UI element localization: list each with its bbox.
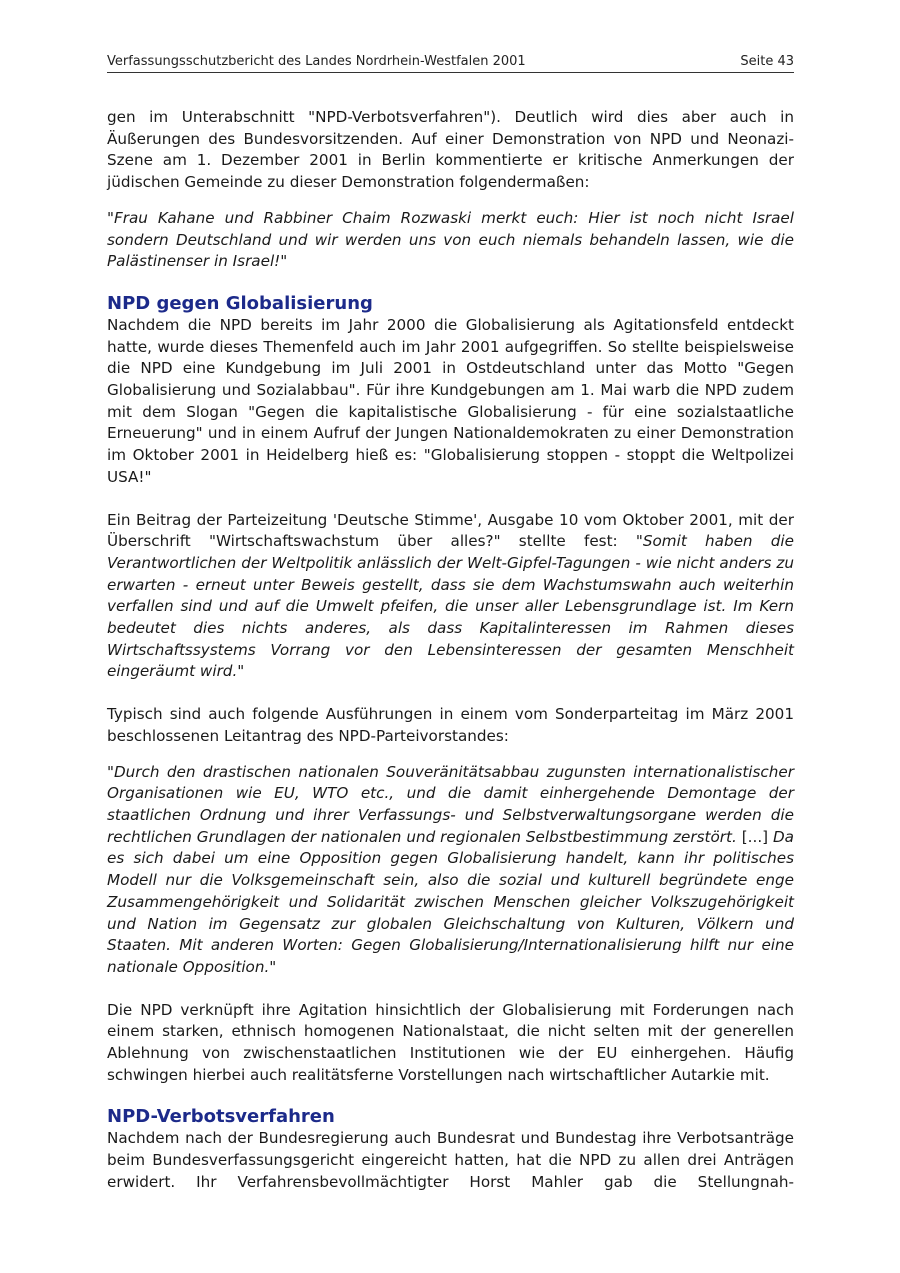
page-body: [107, 107, 794, 1194]
paragraph-nationalstaat: Die NPD verknüpft ihre Agitation hinsichtlich der Globalisierung mit Forderungen nach einem starken, ethnisch homogenen Nationalstaat, die nicht selten mit der generellen Ablehnung von zwischenstaatlichen Institutionen wie der EU einhergehen. Häufig schwingen hierbei auch realitätsferne Vorstellungen nach wirtschaftlicher Autarkie mit.: [107, 1000, 794, 1084]
paragraph-deutsche-stimme: [107, 510, 794, 684]
quote-leitantrag-part2: Da es sich dabei um eine Opposition gegen Globalisierung handelt, kann ihr politisches Modell nur die Volksgemeinschaft sein, also die sozial und kulturell begründete enge Zusammengehörigkeit und Solidarität zwischen Menschen gleicher Volkszugehörigkeit und Nation im Gegensatz zur globalen Gleichschaltung von Kulturen, Völkern und Staaten. Mit anderen Worten: Gegen Globalisierung/Internationalisierung hilft nur eine nationale Opposition.": [107, 827, 794, 976]
paragraph-verbotsverfahren: Nachdem nach der Bundesregierung auch Bundesrat und Bundestag ihre Verbotsanträge beim Bundesverfassungsgericht eingereicht hatten, hat die NPD zu allen drei Anträgen erwidert. Ihr Verfahrensbevollmächtigter Horst Mahler gab die Stellungnah-: [107, 1129, 794, 1191]
header-title: Verfassungsschutzbericht des Landes Nordrhein-Westfalen 2001: [107, 54, 526, 69]
heading-globalisierung: NPD gegen Globalisierung: [107, 292, 373, 314]
paragraph-leitantrag: Typisch sind auch folgende Ausführungen in einem vom Sonderparteitag im März 2001 beschlossenen Leitantrag des NPD-Parteivorstandes:: [107, 705, 794, 745]
page-header: [107, 53, 794, 73]
deutsche-stimme-quote: "Somit haben die Verantwortlichen der Weltpolitik anlässlich der Welt-Gipfel-Tagungen - wie nicht anders zu erwarten - erneut unter Beweis gestellt, dass sie dem Wachstumswahn auch weiterhin verfallen sind und auf die Umwelt pfeifen, die unser aller Lebensgrundlage ist. Im Kern bedeutet dies nichts anderes, als dass Kapitalinteressen im Rahmen dieses Wirtschaftssystems Vorrang vor den Lebensinteressen der gesamten Menschheit eingeräumt wird.": [107, 532, 794, 681]
deutsche-stimme-intro: Ein Beitrag der Parteizeitung 'Deutsche Stimme', Ausgabe 10 vom Oktober 2001, mit der Überschrift "Wirtschaftswachstum über alles?" stellte fest:: [107, 510, 794, 551]
quote-kahane: "Frau Kahane und Rabbiner Chaim Rozwaski merkt euch: Hier ist noch nicht Israel sondern Deutschland und wir werden uns von euch niemals behandeln lassen, wie die Palästinenser in Israel!": [107, 208, 794, 271]
page-number: Seite 43: [740, 54, 794, 69]
quote-leitantrag: [107, 762, 794, 979]
heading-verbotsverfahren: NPD-Verbotsverfahren: [107, 1106, 335, 1128]
paragraph-intro: gen im Unterabschnitt "NPD-Verbotsverfahren"). Deutlich wird dies aber auch in Äußerungen des Bundesvorsitzenden. Auf einer Demonstration von NPD und Neonazi-Szene am 1. Dezember 2001 in Berlin kommentierte er kritische Anmerkungen der jüdischen Gemeinde zu dieser Demonstration folgendermaßen:: [107, 108, 794, 192]
paragraph-globalisierung: Nachdem die NPD bereits im Jahr 2000 die Globalisierung als Agitationsfeld entdeckt hatte, wurde dieses Themenfeld auch im Jahr 2001 aufgegriffen. So stellte beispielsweise die NPD eine Kundgebung im Juli 2001 in Ostdeutschland unter das Motto "Gegen Globalisierung und Sozialabbau". Für ihre Kundgebungen am 1. Mai warb die NPD zudem mit dem Slogan "Gegen die kapitalistische Globalisierung - für eine sozialstaatliche Erneuerung" und in einem Aufruf der Jungen Nationaldemokraten zu einer Demonstration im Oktober 2001 in Heidelberg hieß es: "Globalisierung stoppen - stoppt die Weltpolizei USA!": [107, 315, 794, 486]
quote-leitantrag-part1: "Durch den drastischen nationalen Souveränitätsabbau zugunsten internationalistischer Organisationen wie EU, WTO etc., und die damit einhergehende Demontage der staatlichen Ordnung und ihrer Verfassungs- und Selbstverwaltungsorgane werden die rechtlichen Grundlagen der nationalen und regionalen Selbstbestimmung zerstört.: [107, 762, 794, 846]
quote-ellipsis: [...]: [741, 827, 769, 846]
